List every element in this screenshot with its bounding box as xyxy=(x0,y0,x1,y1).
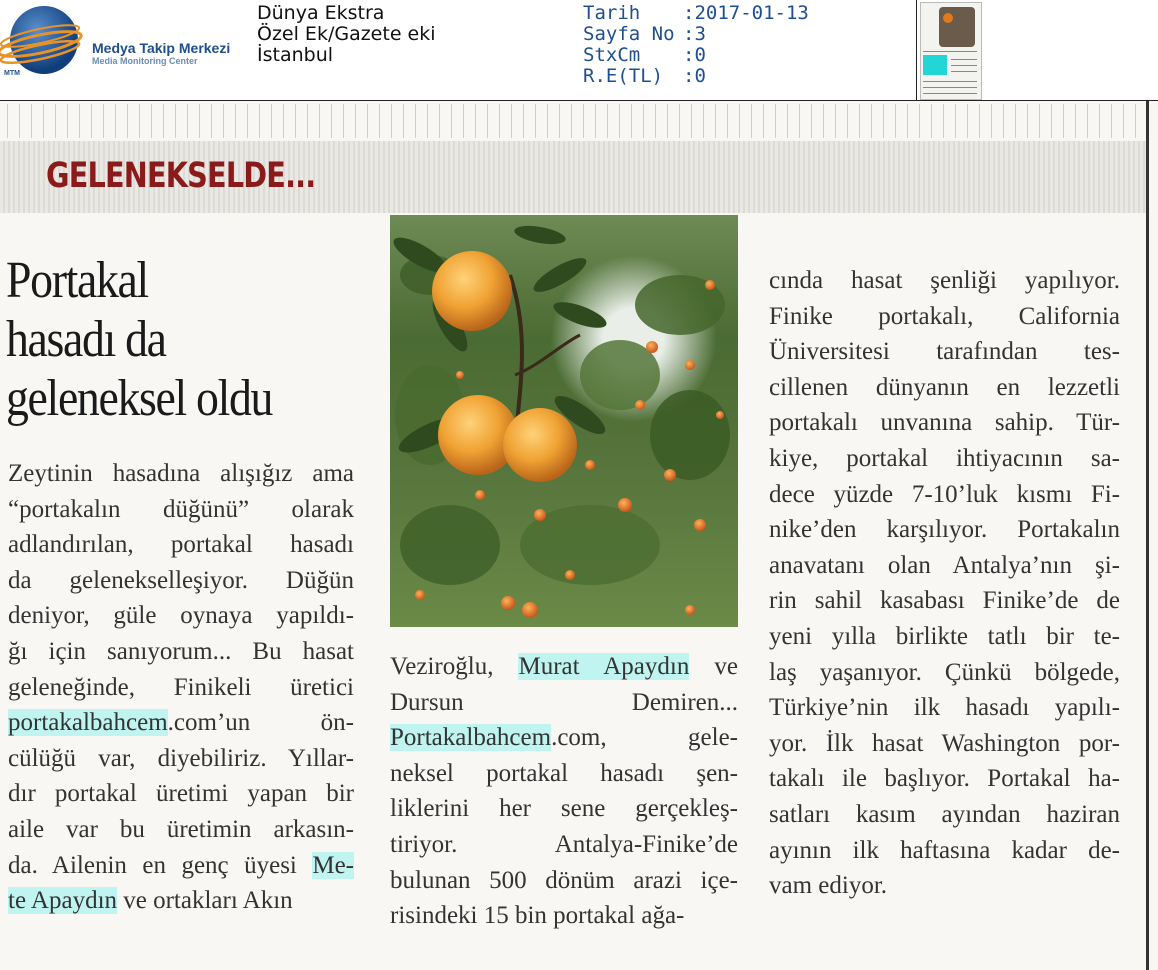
text-span: da. Ailenin en genç üyesi xyxy=(8,851,313,879)
text-line xyxy=(8,848,354,884)
meta-value: :0 xyxy=(683,44,706,66)
text-line: Finike portakalı, California xyxy=(769,302,1120,330)
clipping-meta xyxy=(583,3,809,87)
text-line: vam ediyor. xyxy=(769,872,888,900)
text-line: ayının ilk haftasına kadar de- xyxy=(769,836,1120,864)
meta-row xyxy=(583,24,809,45)
text-line: cillenen dünyanın en lezzetli xyxy=(769,373,1120,401)
text-line: geleneğinde, Finikeli üretici xyxy=(8,673,354,701)
title-line: geleneksel oldu xyxy=(6,370,273,427)
text-line: nike’den karşılıyor. Portakalın xyxy=(769,516,1120,544)
text-line: yor. İlk hasat Washington por- xyxy=(769,729,1120,757)
thumbnail-orange xyxy=(943,13,953,23)
thumbnail-rule xyxy=(923,51,977,52)
meta-value: :2017-01-13 xyxy=(683,2,809,24)
thumbnail-highlight xyxy=(923,55,947,75)
top-hatch-decoration xyxy=(0,104,1148,138)
article-title xyxy=(6,251,272,428)
logo-name: Medya Takip Merkezi xyxy=(92,40,231,56)
text-span: Veziroğlu, xyxy=(390,653,519,680)
text-line: da gelenekselleşiyor. Düğün xyxy=(8,566,354,594)
logo-subtitle: Media Monitoring Center xyxy=(92,56,198,66)
meta-row xyxy=(583,45,809,66)
meta-label: StxCm xyxy=(583,44,641,66)
text-line: tiriyor. Antalya-Finike’de xyxy=(390,830,738,858)
logo-abbr: MTM xyxy=(4,70,20,77)
publication-name: Dünya Ekstra xyxy=(257,2,385,24)
thumbnail-rule xyxy=(923,81,977,82)
meta-row xyxy=(583,66,809,87)
thumbnail-rule xyxy=(951,71,977,72)
thumbnail-rule xyxy=(923,87,977,88)
clipping-header xyxy=(0,0,1158,101)
supplement-type: Özel Ek/Gazete eki xyxy=(257,23,436,45)
text-line: Dursun Demiren... xyxy=(390,688,738,716)
text-line: risindeki 15 bin portakal ağa- xyxy=(390,902,685,930)
meta-value: :0 xyxy=(683,65,706,87)
text-line: portakalı unvanına sahip. Tür- xyxy=(769,409,1120,437)
text-span: ve ortakları Akın xyxy=(117,887,293,915)
text-line: Türkiye’nin ilk hasadı yapılı- xyxy=(769,694,1120,722)
meta-label: R.E(TL) xyxy=(583,65,664,87)
article-column-3 xyxy=(769,263,1120,904)
text-line: rin sahil kasabası Finike’de de xyxy=(769,587,1120,615)
article-column-2 xyxy=(390,649,738,934)
city: İstanbul xyxy=(257,44,334,66)
text-line: yeni yılla birlikte tatlı bir te- xyxy=(769,622,1120,650)
text-span: .com’un ön- xyxy=(167,709,354,737)
text-line: ğı için sanıyorum... Bu hasat xyxy=(8,637,354,665)
meta-label: Sayfa No xyxy=(583,23,675,45)
thumbnail-rule xyxy=(951,65,977,66)
text-line xyxy=(8,705,354,741)
meta-row xyxy=(583,3,809,24)
text-span: .com, gele- xyxy=(551,724,738,752)
highlighted-keyword: Me- xyxy=(312,851,354,879)
text-line: adlandırılan, portakal hasadı xyxy=(8,531,354,559)
highlighted-keyword: Murat Apaydın xyxy=(518,653,690,680)
text-line: liklerini her sene gerçekleş- xyxy=(390,795,738,823)
text-line: dece yüzde 7-10’luk kısmı Fi- xyxy=(769,480,1120,508)
article-kicker: GELENEKSELDE... xyxy=(46,156,316,196)
text-span: ve xyxy=(689,653,738,680)
text-line: “portakalın düğünü” olarak xyxy=(8,495,354,523)
page-thumbnail[interactable] xyxy=(920,2,982,100)
meta-label: Tarih xyxy=(583,2,641,24)
text-line xyxy=(8,883,354,919)
text-line xyxy=(390,720,738,756)
text-line: Üniversitesi tarafından tes- xyxy=(769,338,1120,366)
meta-value: :3 xyxy=(683,23,706,45)
text-line: satları kasım ayından haziran xyxy=(769,800,1120,828)
title-line: Portakal xyxy=(6,252,148,309)
highlighted-keyword: Portakalbahcem xyxy=(390,724,552,752)
text-line: Zeytinin hasadına alışığız ama xyxy=(8,460,354,487)
text-line: deniyor, güle oynaya yapıldı- xyxy=(8,602,354,630)
orange-tree-photo xyxy=(390,215,738,627)
text-line: aile var bu üretimin arkasın- xyxy=(8,815,354,843)
text-line: kiye, portakal ihtiyacının sa- xyxy=(769,444,1120,472)
highlighted-keyword: te Apaydın xyxy=(8,887,118,915)
highlighted-keyword: portakalbahcem xyxy=(8,709,168,737)
text-line: dır portakal üretimi yapan bir xyxy=(8,780,354,808)
text-line: neksel portakal hasadı şen- xyxy=(390,759,738,787)
text-line: laş yaşanıyor. Çünkü bölgede, xyxy=(769,658,1120,686)
mtm-logo xyxy=(0,2,255,82)
thumbnail-rule xyxy=(923,93,977,94)
publication-info xyxy=(257,3,436,66)
thumbnail-rule xyxy=(951,59,977,60)
title-line: hasadı da xyxy=(6,311,166,368)
text-line: cülüğü var, diyebiliriz. Yıllar- xyxy=(8,744,354,772)
newspaper-page xyxy=(0,101,1158,970)
orange-tree-icon xyxy=(390,215,738,627)
header-divider xyxy=(916,0,917,100)
text-line xyxy=(390,649,738,685)
article-column-1 xyxy=(8,456,354,919)
text-line: bulunan 500 dönüm arazi içe- xyxy=(390,866,738,894)
page-edge-rule xyxy=(1146,101,1149,970)
text-line: anavatanı olan Antalya’nın şi- xyxy=(769,551,1120,579)
text-line: takalı ile başlıyor. Portakal ha- xyxy=(769,765,1120,793)
text-line: cında hasat şenliği yapılıyor. xyxy=(769,267,1120,294)
